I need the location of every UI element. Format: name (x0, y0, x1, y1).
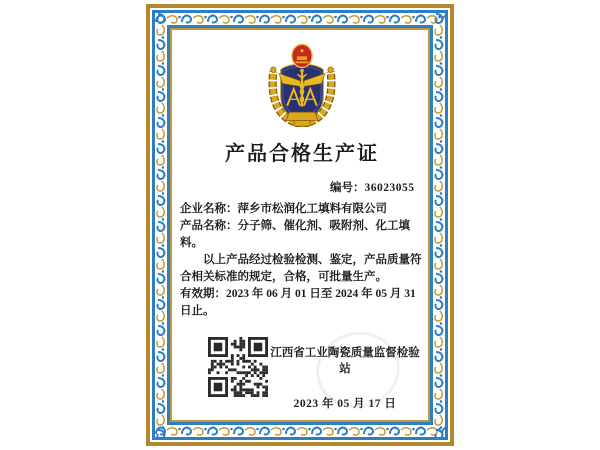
ornamental-border (155, 13, 445, 437)
issue-date: 2023 年 05 月 17 日 (293, 398, 397, 410)
qr-code-icon (208, 336, 268, 398)
company-name-line (180, 201, 424, 218)
certificate (146, 4, 454, 446)
border-ornament-top-icon (155, 13, 445, 25)
validity-value: 2023 年 06 月 01 日至 2024 年 05 月 31 日止。 (180, 288, 416, 317)
issuer-block (268, 336, 424, 411)
serial-number-line (330, 179, 424, 195)
quality-supervision-emblem-icon (180, 42, 424, 127)
issuer-name: 江西省工业陶瓷质量监督检验站 (270, 347, 420, 375)
validity-line (180, 286, 424, 320)
certificate-title: 产品合格生产证 (225, 143, 379, 165)
conformity-statement: 以上产品经过检验检测、鉴定，产品质量符合相关标准的规定，合格，可批量生产。 (180, 254, 422, 283)
validity-label: 有效期： (180, 288, 226, 300)
border-ornament-bottom-icon (155, 425, 445, 437)
company-name-label: 企业名称： (180, 203, 238, 215)
serial-number: 36023055 (364, 182, 415, 194)
border-ornament-right-icon (433, 13, 445, 437)
product-name-line (180, 218, 424, 252)
certificate-frame (152, 10, 448, 440)
border-ornament-left-icon (155, 13, 167, 437)
certificate-body (172, 30, 428, 420)
product-name-label: 产品名称： (180, 220, 238, 232)
product-name-value: 分子筛、催化剂、吸附剂、化工填料。 (180, 220, 410, 249)
company-name-value: 萍乡市松润化工填料有限公司 (237, 203, 387, 215)
serial-label: 编号： (330, 182, 365, 194)
